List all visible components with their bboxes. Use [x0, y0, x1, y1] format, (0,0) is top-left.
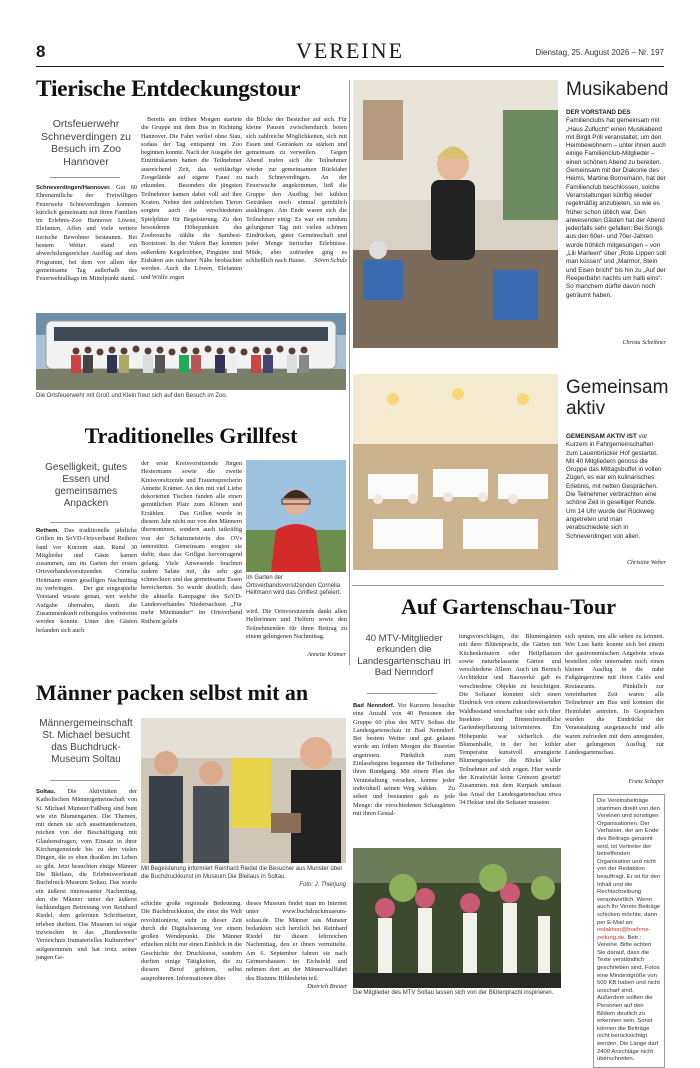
article-body-zoo-col1: Schneverdingen/Hannover. Gut 60 Ehrenamtliche der Freiwilligen Feuerwehr Schneverdingen konnten kürzlich gemeinsam mit ihren Familien im Erlebnis-Zoo Hannover Löwen, Elefanten, Affen und viele weitere tierische Bewohner bestaunen. Bei bestem Wetter stand ein abwechslungsreicher Ausflug auf dem Programm, bei dem vor allem der gemeinsame Tag außerhalb des Feuerwehralltags im Mittelpunkt stand. [36, 184, 137, 283]
article-intro-grillfest: Geselligkeit, gutes Essen und gemeinsames Anpacken [45, 462, 127, 509]
article-body-gartenschau-col1: Bad Nenndorf. Vor Kurzem besuchte eine Anzahl von 40 Personen der Gruppe 60 plus des MTV Soltau die Landesgartenschau in Bad Nenndorf. Bei bestem Wetter und gut gelaunt wurde am frühen Morgen die Busreise angetreten. Pünktlich zum Einlassbeginn begannen die Teilnehmer ihren Rundgang. Mit einem Plan der Veranstaltung versehen, konnte jeder individuell seinen Weg wählen. Zu sehen und bestaunen gab es jede Menge: die verschiedenen Schaugärten mit ihren Gestal- [353, 702, 456, 817]
info-box-vereinsbeitraege: Die Vereinsbeiträge stammen direkt von den Vereinen und sonstigen Organisationen. Der Verfasser, der am Ende des Beitrags genannt wird, ist Vertreter der betreffenden Organisation und nicht von der Redaktion beauftragt. Er ist für den Inhalt und die Rechtschreibung verantwortlich. Wenn auch Ihr Verein Beiträge schicken möchte, dann per E-Mail an: redaktion@boehme-zeitung.de, Betr.: Vereine. Bitte achten Sie darauf, dass die Texte verständlich geschrieben sind, Fotos eine Mindestgröße von 500 KB haben und nicht unscharf sind. Außerdem sollten die Personen auf den Bildern deutlich zu erkennen sein. Sonst können die Beiträge nicht berücksichtigt werden. Die Länge darf 2400 Anschläge nicht überschreiten. [593, 794, 665, 1068]
caption-maenner: Mit Begeisterung informiert Reinhard Riedel die Besucher aus Munster über die Buchdruckkunst im Museum Die Bleilaus in Soltau. [141, 866, 343, 880]
photo-credit: Foto: J. Thierjung [299, 882, 346, 888]
author: Christa Scheibner [622, 340, 666, 346]
article-body-grillfest-col3: wird. Die Ortsvorsitzende dankt allen Helferinnen und Helfern sowie den Teilnehmenden für ihren Beitrag zu einem gelungenen Nachmittag. [246, 608, 347, 640]
email-link[interactable]: redaktion@boehme-zeitung.de [597, 927, 651, 941]
dateline: Schneverdingen/Hannover. [36, 185, 111, 191]
dateline: Rethem. [36, 528, 59, 534]
author: Annette Krämer [307, 652, 346, 658]
section-title: VEREINE [295, 38, 405, 63]
article-body-maenner-col2: schichte große regionale Bedeutung. Die Buchdruckkunst, die einst die Welt revolutionierte, steht in dieser Zeit durch die Digitalisierung vor einem großen Wendepunkt. Die Männer erhielten nicht nur einen Einblick in die Geschichte der Druckkunst, sondern durften einige Tätigkeiten, die zu diesem Beruf gehören, selbst ausprobieren. Informationen über [141, 900, 242, 982]
article-intro-gartenschau: 40 MTV-Mitglieder erkunden die Landesgartenschau in Bad Nenndorf [357, 633, 451, 679]
intro-rule [50, 522, 120, 523]
article-title-zoo: Tierische Entdeckungstour [36, 76, 301, 102]
lead-caps: DER VORSTAND DES [566, 109, 631, 116]
article-body-musikabend: DER VORSTAND DES Familienclubs hat gemeinsam mit „Haus Zuflucht“ einen Musikabend mit Birgit Prill veranstaltet, um den Heimbewohnern – unter ihnen auch einige Familienclub-Mitglieder – einen schönen Abend zu bereiten. Gemeinsam mit der Diakonie des Heims, Martine Bornemann, hat der Familienclub beschlossen, solche Veranstaltungen künftig wieder regelmäßig anzubieten, so wie es früher schon üblich war. Den anwesenden Gästen hat der Abend jedenfalls sehr gefallen: Bei Songs aus den 60er- und 70er-Jahren wurde fröhlich mitgesungen – von „Lili Marleen“ über „Rote Lippen soll man küssen“ und „Marmor, Stein und Eisen bricht“ bis hin zu „Auf der Reeperbahn nachts um halb eins“. So manchem dürfte davon noch geträumt haben. [566, 109, 666, 299]
author: Sören Schulz [314, 257, 347, 265]
photo-gartenschau [353, 848, 561, 988]
lead-caps: GEMEINSAM AKTIV IST [566, 433, 637, 440]
header-rule [36, 66, 664, 67]
photo-zoo-group [36, 313, 346, 390]
article-title-musikabend: Musikabend [566, 79, 669, 100]
caption-gartenschau: Die Mitglieder des MTV Soltau lassen sich von der Blütenpracht inspirieren. [353, 990, 554, 996]
article-intro-maenner: Männergemeinschaft St. Michael besucht das Buchdruck-Museum Soltau [39, 718, 133, 765]
article-body-zoo-col3: die Blicke der Besucher auf sich. Für kleine Pausen zwischendurch boten sich zahlreiche Möglichkeiten, sich mit Essen und Getränken zu stärken und gemeinsam zu verweilen. Gegen Abend trafen sich die Teilnehmer wieder zur gemeinsamen Rückfahrt nach Schneverdingen. An der Feuerwache angekommen, ließ die Gruppe den Ausflug bei kühlen Getränken noch einmal gemütlich ausklingen. Am Ende waren sich die Teilnehmer einig: Es war ein rundum gelungener Tag mit vielen schönen Eindrücken, guter Gemeinschaft und jeder Menge tierischer Erlebnisse. Müde, aber zufrieden ging es schließlich nach Hause. Sören Schulz [246, 116, 347, 265]
caption-zoo: Die Ortsfeuerwehr mit Groß und Klein freut sich auf den Besuch im Zoo. [36, 393, 228, 399]
author: Dietrich Breuer [307, 982, 347, 990]
article-title-maenner: Männer packen selbst mit an [36, 680, 309, 705]
intro-rule [50, 780, 120, 781]
article-body-gartenschau-col2: tungsvorschlägen, die Blumengärten mit ihrer Blütenpracht, die Gärten mit Küchenkräutern oder Heilpflanzen sowie naturbelassene Gärten und verschiedene Alleen. Auch im Bereich Architektur und Bauwerke gab es verschiedene Objekte zu besichtigen. Die Soltauer konnten sich einen Eindruck von einem zukunftsweisenden Waldbestand verschaffen oder sich über Insekten- und Bienenfreundliche Gartenbepflanzung informieren. Ein Höhepunkt war sicherlich die Blumenhalle, in der bei kühler Temperatur kunstvoll arrangierte Blumengestecke die Blicke aller Teilnehmer auf sich zogen. Hier wurde der Kreativität keine Grenzen gesetzt! Zusammen mit dem Kurpark umfasst das Areal der Landesgartenschau etwa 34 Hektar und die Soltauer mussten [459, 633, 561, 806]
dateline: Soltau. [36, 789, 56, 795]
photo-maenner-museum [141, 718, 346, 863]
article-body-maenner-col1: Soltau. Die Aktivitäten der Katholischen Männergemeinschaft von St. Michael Munster/Faßberg sind bunt wie ein Blumengarten. Die Themen, mit denen sie sich auseinandersetzen, reichen von der Beschäftigung mit Glaubensfragen, vom Einsatz in ihrer Kirchengemeinde bis zu den vielen Dingen, die es eben draußen im Leben so gibt. Jetzt besuchten einige Männer Die Bleilaus, die Erlebniswerkstatt Buchdruck-Museum Soltau. Das wurde ein äußerst interessanter Nachmittag, den die Männer unter der äußerst fachkundigen Betreuung von Reinhard Riedel, dem gelernten Schriftsetzer, erleben durften. Das Museum ist sogar inzwischen in das „Bundesweite Verzeichnis Immaterielles Kulturerbes“ aufgenommen und hat trotz seiner jungen Ge- [36, 788, 137, 961]
caption-grillfest: Im Garten der Ortsverbandsvorsitzenden Cornelia Heitmann wird das Grillfest gefeiert. [246, 575, 342, 596]
photo-grillfest [246, 460, 346, 572]
intro-rule [50, 177, 120, 178]
article-title-grillfest: Traditionelles Grillfest [84, 423, 298, 448]
page-number: 8 [36, 42, 46, 61]
article-body-grillfest-col1: Rethem. Das traditionelle jährliche Grillen im SoVD-Ortsverband Rethem fand vor Kurzem statt. Rund 30 Mitglieder und Gäste kamen zusammen, um im Garten der ersten Ortsverbandsvorsitzenden Cornelia Heitmann einen geselligen Nachmittag zu verbringen. Der gut eingespielte Vorstand wusste genau, wer welche Aufgabe übernahm, damit die Zusammenkunft reibungslos vorbereitet werden konnte. Unter den Gästen befanden sich auch [36, 527, 137, 634]
article-body-maenner-col3: dieses Museum findet man im Internet unter www.buchdruckmuseum-soltau.de. Die Männer aus Munster bedankten sich herzlich bei Reinhard Riedel für diesen lehrreichen Nachmittag, den er ihnen vermittelte. Am 6. September fahren sie nach Germershausen im Eichsfeld und nehmen dort an der Männerwallfahrt des Bistums Hildesheim teil. Dietrich Breuer [246, 900, 347, 990]
article-title-gemeinsam-aktiv: Gemeinsam aktiv [566, 377, 669, 419]
dateline: Bad Nenndorf. [353, 703, 395, 709]
issue-date: Dienstag, 25. August 2026 – Nr. 197 [535, 48, 664, 57]
article-body-gartenschau-col3: sich sputen, um alle sehen zu können. Wer Lust hatte konnte sich bei einem der gastronomischen Angebote etwas bestellen oder unternahm noch einen kleinen Ausflug in die nahe Fußgängerzone mit ihren Cafés und Restaurants. Pünktlich zur vereinbarten Zeit waren alle Teilnehmer am Bus und konnten die Heimfahrt antreten. In Gesprächen wurden die Eindrücke der Veranstaltung ausgetauscht und alle waren zufrieden mit dem anregenden, aber gelungenen Ausflug zur Landesgartenschau. [565, 633, 664, 757]
article-intro-zoo: Ortsfeuerwehr Schneverdingen zu Besuch im Zoo Hannover [41, 118, 131, 168]
photo-gemeinsam-aktiv [353, 374, 558, 570]
article-title-gartenschau: Auf Gartenschau-Tour [401, 594, 616, 619]
column-divider [349, 80, 350, 665]
article-body-zoo-col2: Bereits am frühen Morgen startete die Gruppe mit dem Bus in Richtung Hannover. Die Fahrt verlief ohne Stau, sodass der Tag entspannt im Zoo beginnen konnte. Nach der Ausgabe der Eintrittskarten hatten die Teilnehmer ausreichend Zeit, das weitläufige Zoogelände auf eigene Faust zu erkunden. Besonders die jüngsten Teilnehmer kamen dabei voll auf ihre Kosten. Neben den zahlreichen Tieren sorgten auch die verschiedenen Spielplätze für Begeisterung. Zu den besonderen Höhepunkten des Zoobesuchs zählte die Sambesi-Bootstour. In der Yukon Bay konnten außerdem Kegelrobben, Pinguine und Eisbären aus nächster Nähe beobachtet werden. Auch die Löwen, Elefanten und Wölfe zogen [141, 116, 242, 281]
photo-musikabend [353, 80, 558, 348]
intro-rule [367, 693, 437, 694]
author: Christine Weber [627, 560, 666, 566]
author: Franz Schaper [628, 779, 664, 785]
article-body-gemeinsam-aktiv: GEMEINSAM AKTIV IST vor Kurzem in Fahrgemeinschaften zum Lauenbrücker Hof gestartet. Mit 40 Mitgliedern genoss die Gruppe das Mittagsbuffet in vollen Zügen, es war ein kulinarisches Erlebnis, mit netten Gesprächen. Die Teilnehmer verbrachten eine schöne Zeit in geselliger Runde. Um 14 Uhr wurde der Rückweg angetreten und man verabschiedete sich in Schneverdingen von allen. [566, 433, 662, 540]
section-divider [352, 585, 664, 586]
article-body-grillfest-col2: der erste Kreisvorsitzende Jürgen Hestermann sowie die zweite Kreisvorsitzende und Frauensprecherin Annette Krämer. An den mit viel Liebe dekorierten Tischen fanden alle einen gemütlichen Platz zum Klönen und Erzählen. Das Grillen wurde in diesem Jahr nicht nur von den Männern übernommen, sondern auch tatkräftig von der Schatzmeisterin des OVs unterstützt. Gemeinsam sorgten sie dafür, dass das Grillgut hervorragend gelang. Viele Anwesende brachten zudem Salate mit, die sehr gut schmeckten und das gemeinsame Essen bereicherten. So wurde deutlich, dass die aktuelle Kampagne des SoVD-Landesverbandes Niedersachsen „Für mehr Miteinander“ im Ortsverband Rethem gelebt [141, 460, 242, 625]
